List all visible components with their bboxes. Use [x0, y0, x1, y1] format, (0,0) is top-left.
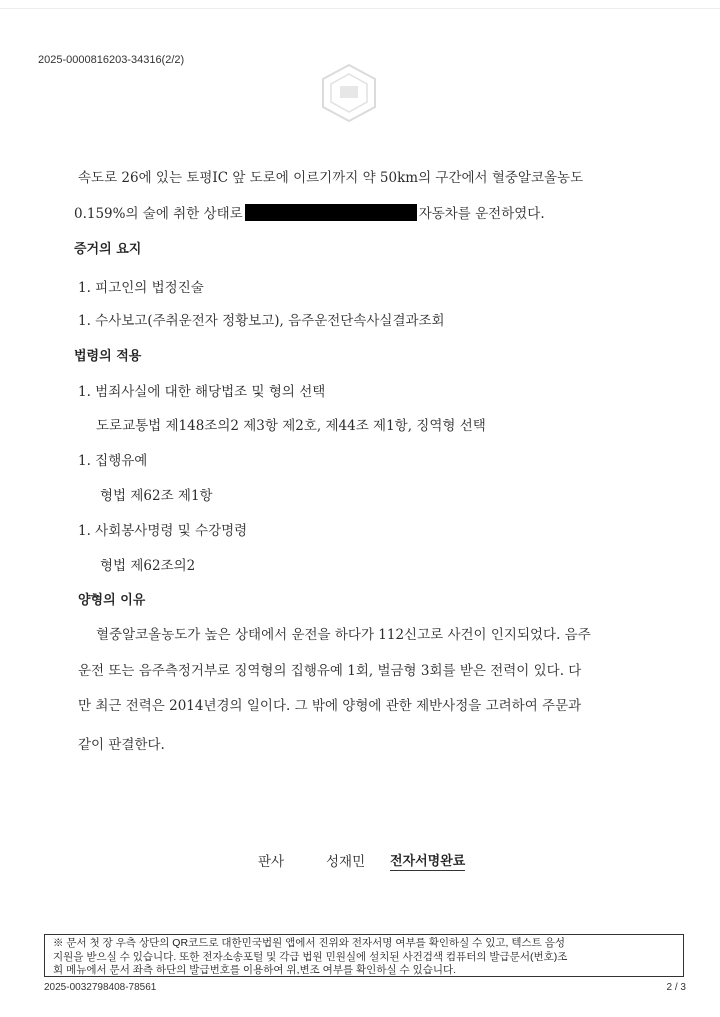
- body-line-2: [74, 202, 545, 222]
- document-id: 2025-0000816203-34316(2/2): [38, 54, 185, 66]
- law-item-3: 1. 사회봉사명령 및 수강명령: [78, 523, 248, 539]
- redaction-bar: [245, 204, 417, 221]
- evidence-item-1: 1. 피고인의 법정진술: [78, 280, 204, 296]
- e-signature-status: 전자서명완료: [390, 850, 465, 871]
- judge-name: 성재민: [326, 854, 366, 870]
- notice-line-1: ※ 문서 첫 장 우측 상단의 QR코드로 대한민국법원 앱에서 진위와 전자서명 여부를 확인하실 수 있고, 텍스트 음성: [53, 937, 565, 949]
- court-seal-icon: [318, 62, 380, 124]
- reason-line-2: 운전 또는 음주측정거부로 징역형의 집행유예 1회, 벌금형 3회를 받은 전력이 있다. 다: [78, 663, 582, 679]
- judge-title: 판사: [258, 854, 285, 870]
- law-heading: 법령의 적용: [74, 349, 142, 364]
- reason-line-3: 만 최근 전력은 2014년경의 일이다. 그 밖에 양형에 관한 제반사정을 고려하여 주문과: [78, 698, 582, 714]
- verification-notice-box: [44, 934, 684, 977]
- reason-line-4: 같이 판결한다.: [78, 737, 165, 753]
- body-line-1: 속도로 26에 있는 토평IC 앞 도로에 이르기까지 약 50km의 구간에서 혈중알코올농도: [78, 170, 584, 186]
- law-item-1: 1. 범죄사실에 대한 해당법조 및 형의 선택: [78, 384, 326, 400]
- reason-heading: 양형의 이유: [78, 593, 146, 608]
- notice-line-3: 회 메뉴에서 문서 좌측 하단의 발급번호를 이용하여 위,변조 여부를 확인하실 수 있습니다.: [53, 964, 457, 976]
- evidence-heading: 증거의 요지: [74, 242, 142, 257]
- top-edge-line: [0, 8, 720, 9]
- issue-number: 2025-0032798408-78561: [44, 982, 157, 993]
- law-item-1-detail: 도로교통법 제148조의2 제3항 제2호, 제44조 제1항, 징역형 선택: [96, 418, 486, 434]
- law-item-2-detail: 형법 제62조 제1항: [100, 488, 213, 504]
- body-line-2-pre: 0.159%의 술에 취한 상태로: [74, 206, 243, 222]
- body-line-2-post: 자동차를 운전하였다.: [418, 206, 545, 222]
- evidence-item-2: 1. 수사보고(주취운전자 정황보고), 음주운전단속사실결과조회: [78, 313, 445, 329]
- page-number: 2 / 3: [666, 982, 686, 993]
- law-item-3-detail: 형법 제62조의2: [100, 558, 196, 574]
- reason-line-1: 혈중알코올농도가 높은 상태에서 운전을 하다가 112신고로 사건이 인지되었다. 음주: [96, 627, 591, 643]
- notice-line-2: 지원을 받으실 수 있습니다. 또한 전자소송포털 및 각급 법원 민원실에 설치된 사건검색 컴퓨터의 발급문서(번호)조: [53, 950, 568, 963]
- law-item-2: 1. 집행유예: [78, 453, 148, 469]
